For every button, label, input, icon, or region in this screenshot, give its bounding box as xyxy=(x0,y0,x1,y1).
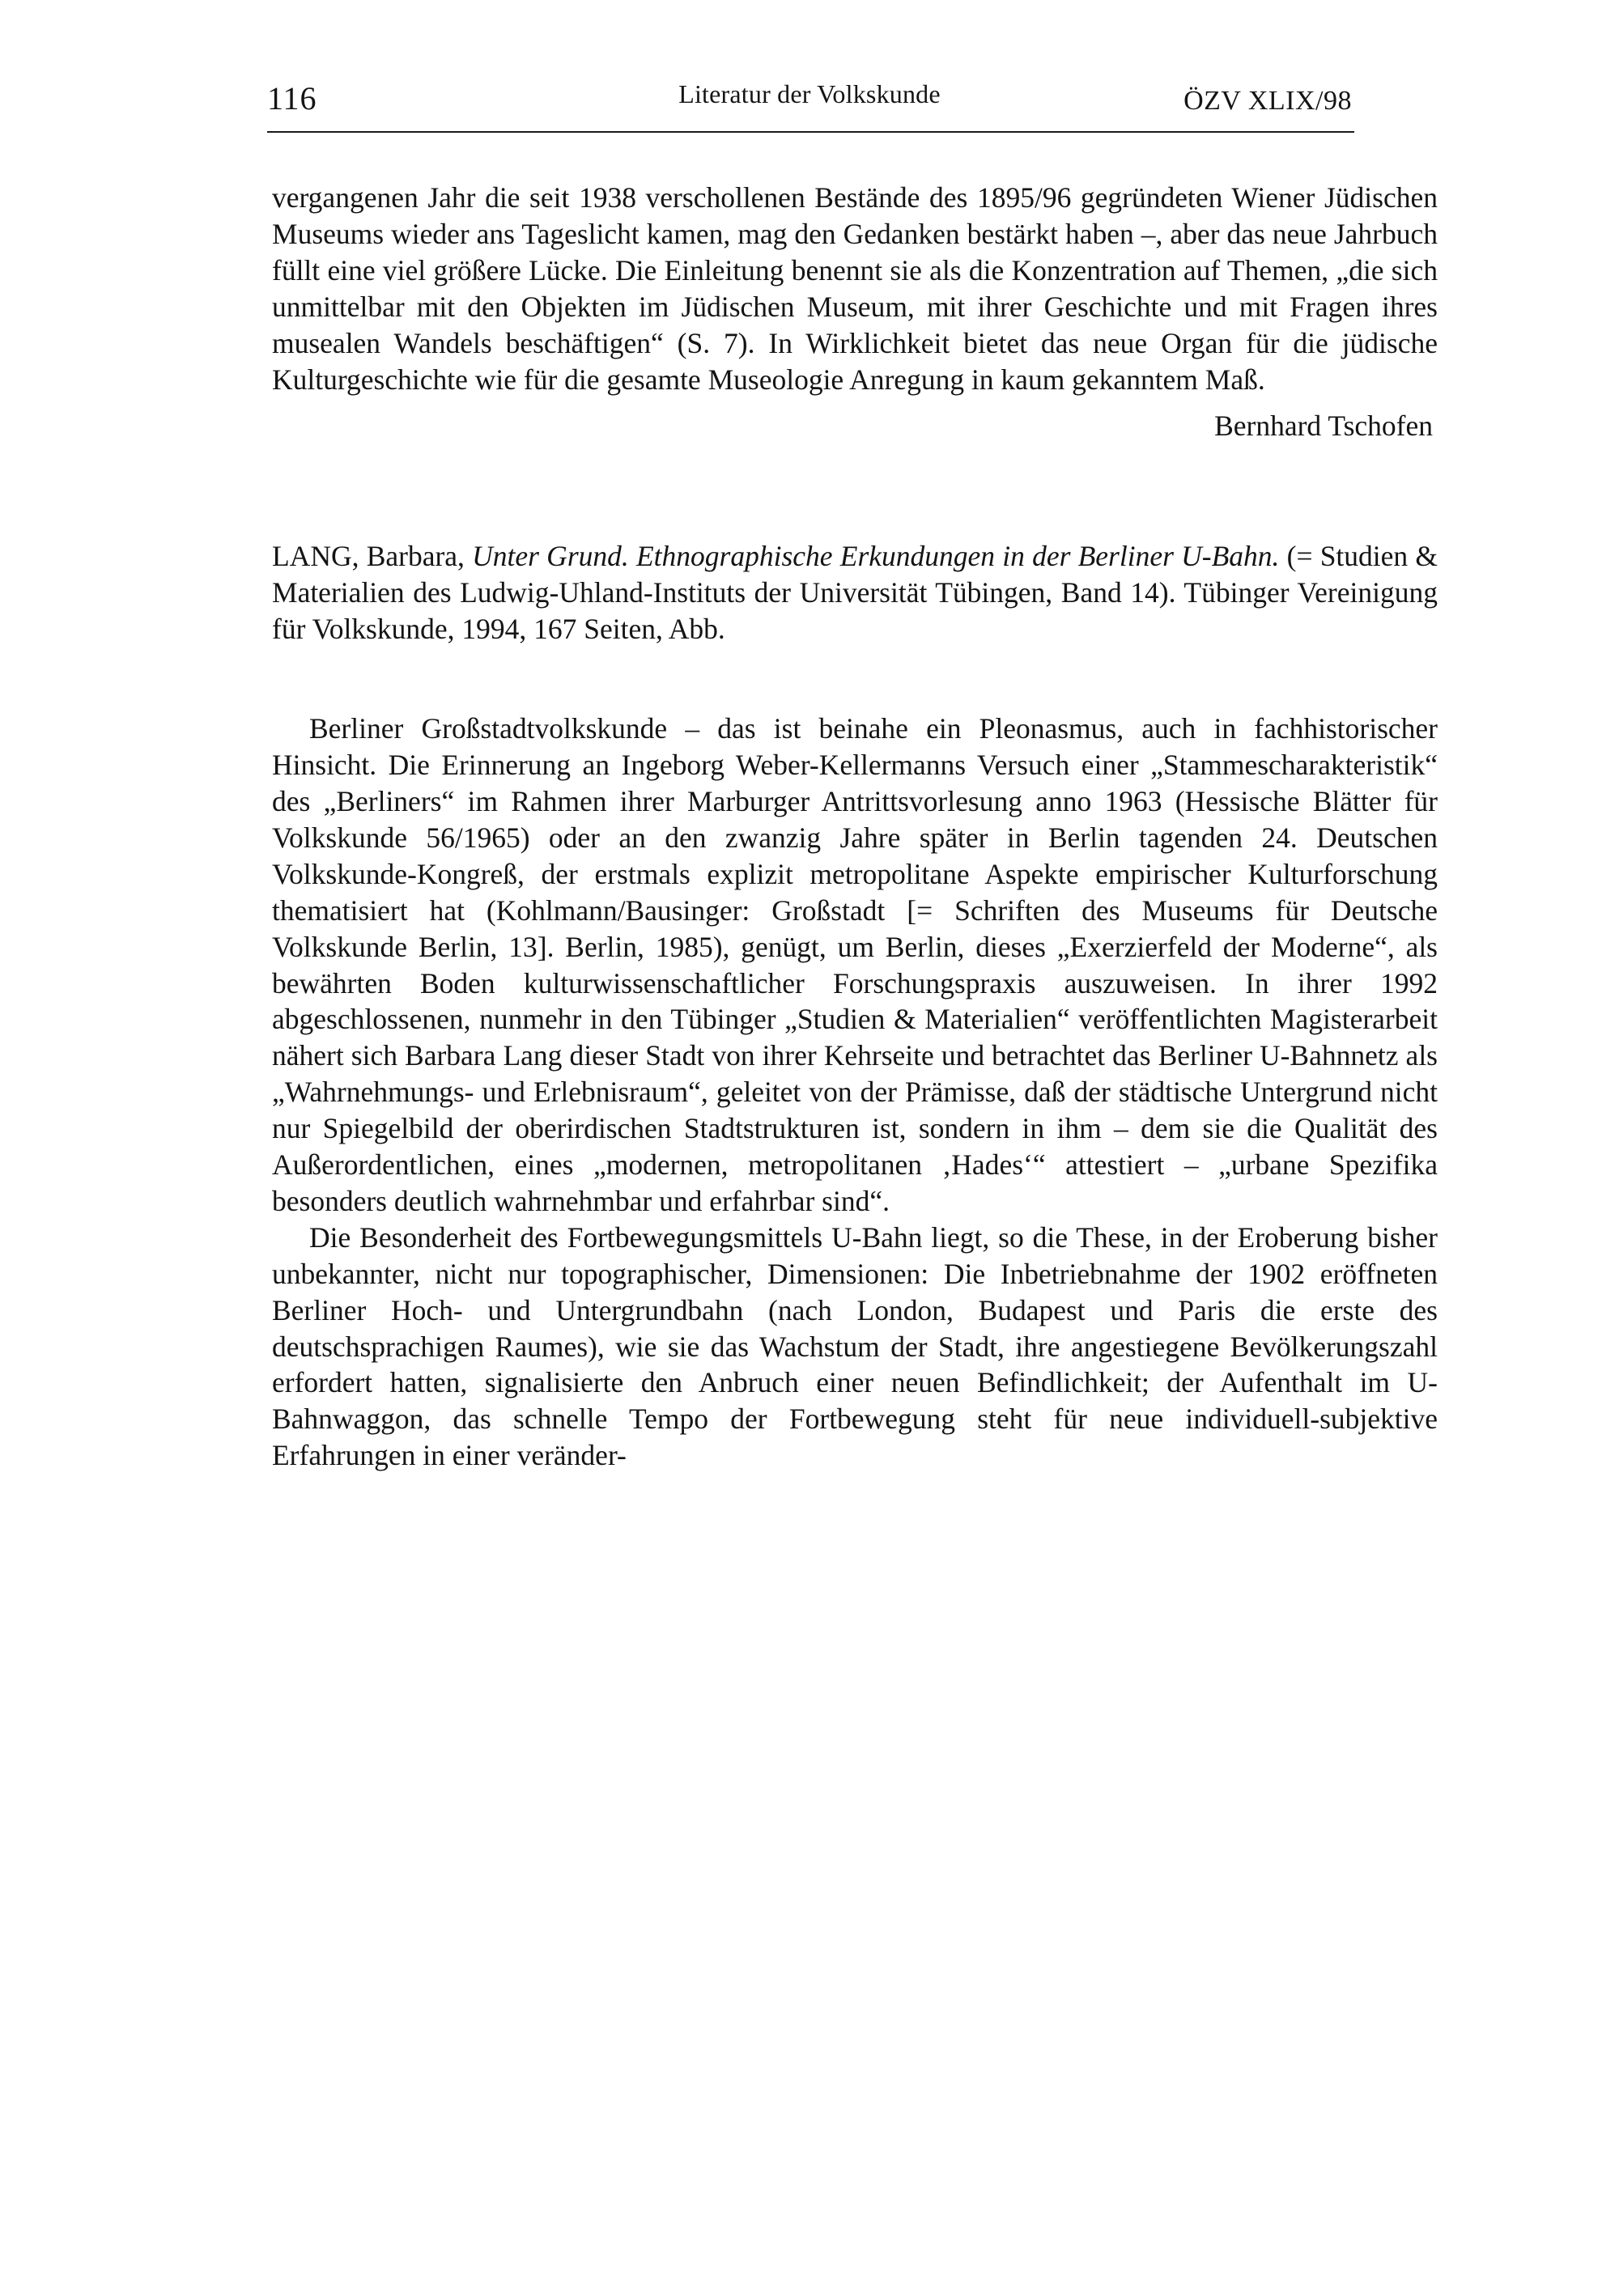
reference-title: Unter Grund. Ethnographische Erkundungen in der Berliner U-Bahn. xyxy=(472,540,1280,573)
journal-reference: ÖZV XLIX/98 xyxy=(1183,86,1352,116)
review-one-signature: Bernhard Tschofen xyxy=(1214,410,1433,443)
spacer xyxy=(272,647,1438,711)
page-number: 116 xyxy=(267,80,317,117)
header-rule xyxy=(267,131,1354,133)
reference-rest: (= Studien & Materialien des Ludwig-Uhland-Instituts der Universität Tübingen, Band 14). Tübinger Vereinigung für Volkskunde, 1994, 167 Seiten, Abb. xyxy=(272,540,1438,646)
spacer xyxy=(272,443,1438,538)
running-title: Literatur der Volkskunde xyxy=(678,79,941,108)
review-two-paragraph-2: Die Besonderheit des Fortbewegungsmittels U-Bahn liegt, so die These, in der Eroberung bisher unbekannter, nicht nur topographischer, Dimensionen: Die Inbetriebnahme der 1902 eröffneten Berliner Hoch- und Untergrundbahn (nach London, Budapest und Paris die erste des deutschsprachigen Raumes), wie sie das Wachstum der Stadt, ihre angestiegene Bevölkerungszahl erfordert hatten, signalisierte den Anbruch einer neuen Befindlichkeit; der Aufenthalt im U-Bahnwaggon, das schnelle Tempo der Fortbewegung steht für neue individuell-subjektive Erfahrungen in einer veränder- xyxy=(272,1220,1438,1472)
review-two-paragraph-1: Berliner Großstadtvolkskunde – das ist beinahe ein Pleonasmus, auch in fachhistorischer Hinsicht. Die Erinnerung an Ingeborg Weber-Kellermanns Versuch einer „Stammescharakteristik“ des „Berliners“ im Rahmen ihrer Marburger Antrittsvorlesung anno 1963 (Hessische Blätter für Volkskunde 56/1965) oder an den zwanzig Jahre später in Berlin tagenden 24. Deutschen Volkskunde-Kongreß, der erstmals explizit metropolitane Aspekte empirischer Kulturforschung thematisiert hat (Kohlmann/Bausinger: Großstadt [= Schriften des Museums für Deutsche Volkskunde Berlin, 13]. Berlin, 1985), genügt, um Berlin, dieses „Exerzierfeld der Moderne“, als bewährten Boden kulturwissenschaftlicher Forschungspraxis auszuweisen. In ihrer 1992 abgeschlossenen, nunmehr in den Tübinger „Studien & Materialien“ veröffentlichten Magisterarbeit nähert sich Barbara Lang dieser Stadt von ihrer Kehrseite und betrachtet das Berliner U-Bahnnetz als „Wahrnehmungs- und Erlebnisraum“, geleitet von der Prämisse, daß der städtische Untergrund nicht nur Spiegelbild der oberirdischen Stadtstrukturen ist, sondern in ihm – dem sie die Qualität des Außerordentlichen, eines „modernen, metropolitanen ‚Hades‘“ attestiert – „urbane Spezifika besonders deutlich wahrnehmbar und erfahrbar sind“. xyxy=(272,712,1438,1217)
reference-author: LANG, Barbara, xyxy=(272,540,473,573)
review-one-body: vergangenen Jahr die seit 1938 verschollenen Bestände des 1895/96 gegründeten Wiener Jüdischen Museums wieder ans Tageslicht kamen, mag den Gedanken bestärkt haben –, aber das neue Jahrbuch füllt eine viel größere Lücke. Die Einleitung benennt sie als die Konzentration auf Themen, „die sich unmittelbar mit den Objekten im Jüdischen Museum, mit ihrer Geschichte und mit Fragen ihres musealen Wandels beschäftigen“ (S. 7). In Wirklichkeit bietet das neue Organ für die jüdische Kulturgeschichte wie für die gesamte Museologie Anregung in kaum gekanntem Maß. xyxy=(272,181,1438,396)
page-content xyxy=(272,180,1438,1474)
review-two-reference xyxy=(272,538,1438,647)
running-head xyxy=(267,79,1352,123)
